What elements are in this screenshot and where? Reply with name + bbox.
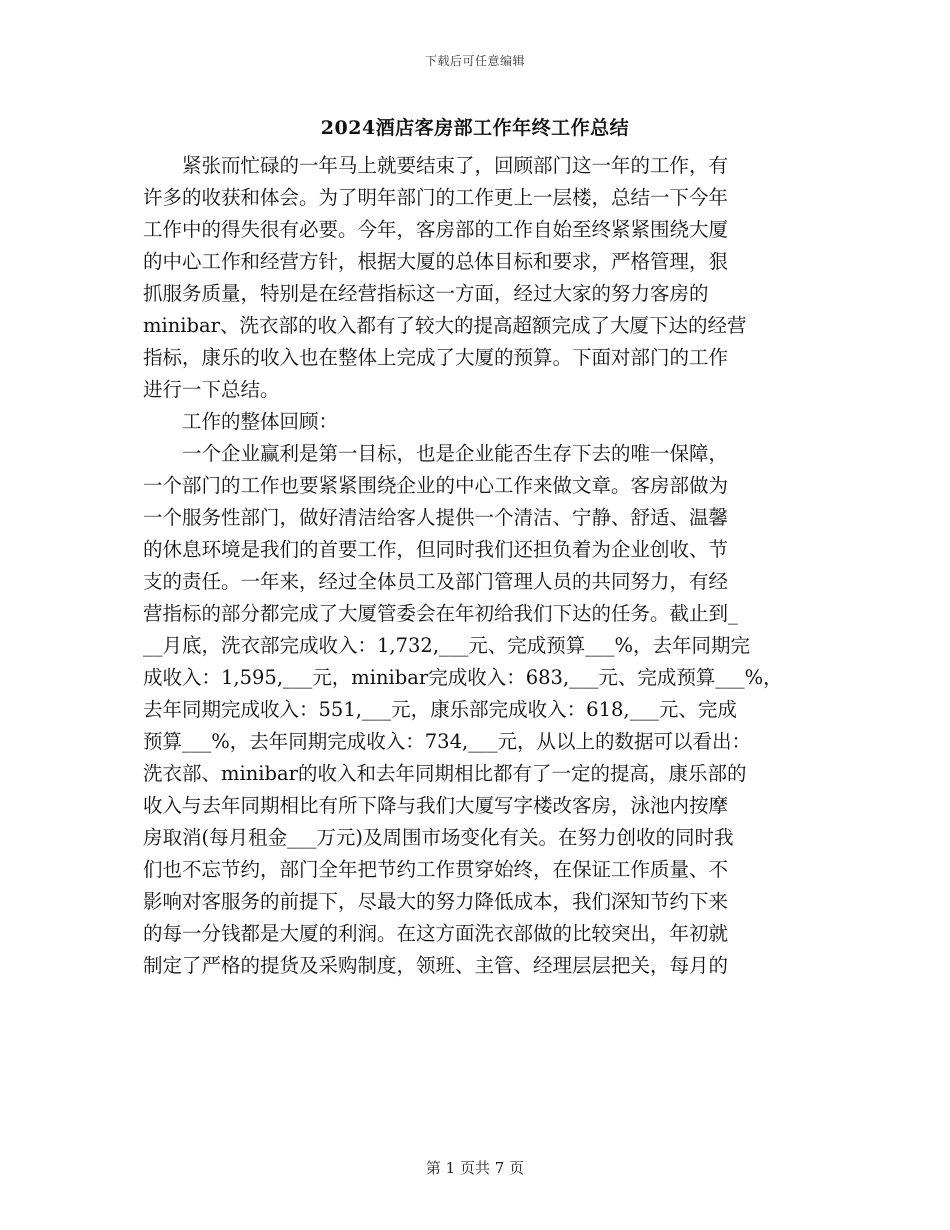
body-line: __月底，洗衣部完成收入：1,732,___元、完成预算___%，去年同期完 <box>143 634 751 657</box>
document-body <box>143 150 833 982</box>
body-line: 的中心工作和经营方针，根据大厦的总体目标和要求，严格管理，狠 <box>143 250 729 273</box>
body-line: 工作中的得失很有必要。今年，客房部的工作自始至终紧紧围绕大厦 <box>143 218 729 241</box>
body-line: 们也不忘节约，部门全年把节约工作贯穿始终，在保证工作质量、不 <box>143 858 729 881</box>
body-line: 制定了严格的提货及采购制度，领班、主管、经理层层把关，每月的 <box>143 954 729 977</box>
body-line: 的休息环境是我们的首要工作，但同时我们还担负着为企业创收、节 <box>143 538 729 561</box>
body-line: 营指标的部分都完成了大厦管委会在年初给我们下达的任务。截止到_ <box>143 602 738 625</box>
body-line: 房取消(每月租金___万元)及周围市场变化有关。在努力创收的同时我 <box>143 826 734 849</box>
body-line: 进行一下总结。 <box>143 378 280 401</box>
page-number: 第 1 页共 7 页 <box>425 1159 525 1177</box>
body-line: 指标，康乐的收入也在整体上完成了大厦的预算。下面对部门的工作 <box>143 346 729 369</box>
document-title: 2024酒店客房部工作年终工作总结 <box>320 117 630 139</box>
section-heading: 工作的整体回顾： <box>143 410 339 433</box>
body-line: 一个部门的工作也要紧紧围绕企业的中心工作来做文章。客房部做为 <box>143 474 729 497</box>
body-line: 一个服务性部门，做好清洁给客人提供一个清洁、宁静、舒适、温馨 <box>143 506 729 529</box>
body-line: 许多的收获和体会。为了明年部门的工作更上一层楼，总结一下今年 <box>143 186 729 209</box>
body-line: 的每一分钱都是大厦的利润。在这方面洗衣部做的比较突出，年初就 <box>143 922 729 945</box>
body-line: 抓服务质量，特别是在经营指标这一方面，经过大家的努力客房的 <box>143 282 709 305</box>
body-line: 收入与去年同期相比有所下降与我们大厦写字楼改客房，泳池内按摩 <box>143 794 729 817</box>
page-header-note: 下载后可任意编辑 <box>424 54 525 68</box>
body-line: minibar、洗衣部的收入都有了较大的提高超额完成了大厦下达的经营 <box>143 314 747 337</box>
body-line: 去年同期完成收入：551,___元，康乐部完成收入：618,___元、完成 <box>143 698 737 721</box>
body-line: 洗衣部、minibar的收入和去年同期相比都有了一定的提高，康乐部的 <box>143 762 747 785</box>
body-line: 影响对客服务的前提下，尽最大的努力降低成本，我们深知节约下来 <box>143 890 729 913</box>
body-line: 紧张而忙碌的一年马上就要结束了，回顾部门这一年的工作，有 <box>143 154 729 177</box>
body-line: 预算___%，去年同期完成收入：734,___元，从以上的数据可以看出： <box>143 730 751 753</box>
body-line: 支的责任。一年来，经过全体员工及部门管理人员的共同努力，有经 <box>143 570 729 593</box>
body-line: 成收入：1,595,___元，minibar完成收入：683,___元、完成预算___%， <box>143 666 783 689</box>
body-line: 一个企业赢利是第一目标，也是企业能否生存下去的唯一保障， <box>143 442 729 465</box>
